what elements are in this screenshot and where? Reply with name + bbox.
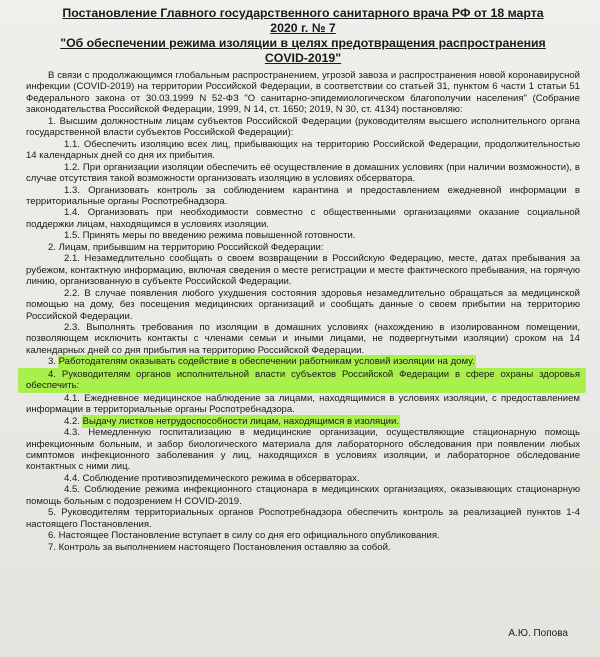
preamble: В связи с продолжающимся глобальным распространением, угрозой завоза и распространения новой коронавирусной инфекции (COVID-2019) на территории Российской Федерации, в соответствии со статьей 31, пунктом 6 части 1 статьи 51 Федерального закона от 30.03.1999 N 52-ФЗ "О санитарно-эпидемиологическом благополучии населения" (Собрание законодательства Российской Федерации, 1999, N 14, ст. 1650; 2019, N 30, ст. 4134) постановляю:	[26, 70, 580, 116]
item-4-5: 4.5. Соблюдение режима инфекционного стационара в медицинских организациях, оказывающих стационарную помощь больным с подозрением Н COVID-2019.	[26, 484, 580, 507]
title-line-1: Постановление Главного государственного санитарного врача РФ от 18 марта	[62, 6, 544, 20]
item-7: 7. Контроль за выполнением настоящего Постановления оставляю за собой.	[48, 541, 391, 553]
item-1-5: 1.5. Принять меры по введению режима повышенной готовности.	[64, 230, 356, 242]
item-1-4: 1.4. Организовать при необходимости совместно с общественными организациями оказание социальной поддержки лицам, находящимся в условиях изоляции.	[26, 207, 580, 230]
item-3-number: 3.	[48, 356, 56, 368]
item-3-highlighted-text: Работодателям оказывать содействие в обеспечении работникам условий изоляции на дому.	[58, 356, 475, 368]
item-4-2	[26, 416, 580, 427]
item-4-4: 4.4. Соблюдение противоэпидемического режима в обсерваторах.	[64, 472, 360, 484]
item-4-3: 4.3. Немедленную госпитализацию в медицинские организации, осуществляющие стационарную помощь инфекционным больным, и забор биологического материала для лабораторного обследования при появлении любых симптомов инфекционного заболевания у лиц, находящихся в условиях изоляции, и лабораторное обследование контактных с ними лиц.	[26, 427, 580, 473]
item-2-1: 2.1. Незамедлительно сообщать о своем возвращении в Российскую Федерацию, месте, датах пребывания за рубежом, контактную информацию, включая сведения о месте регистрации и месте фактического пребывания, на горячую линию, организованную в субъекте Российской Федерации.	[26, 253, 580, 288]
document-title	[26, 6, 580, 66]
item-1-3: 1.3. Организовать контроль за соблюдением карантина и предоставлением ежедневной информации в территориальные органы Роспотребнадзора.	[26, 184, 580, 207]
title-line-2: 2020 г. № 7	[270, 21, 336, 35]
item-6: 6. Настоящее Постановление вступает в силу со дня его официального опубликования.	[48, 530, 440, 542]
item-1: 1. Высшим должностным лицам субъектов Российской Федерации (руководителям высшего исполнительного органа государственной власти субъектов Российской Федерации):	[26, 115, 580, 139]
item-4-2-highlighted-text: Выдачу листков нетрудоспособности лицам, находящимся в изоляции.	[82, 415, 399, 427]
item-2-2: 2.2. В случае появления любого ухудшения состояния здоровья незамедлительно обращаться за медицинской помощью на дому, без посещения медицинских организаций и сообщать данные о своем прибытии на территорию Российской Федерации.	[26, 287, 580, 322]
item-5: 5. Руководителям территориальных органов Роспотребнадзора обеспечить контроль за реализацией пунктов 1-4 настоящего Постановления.	[26, 507, 580, 530]
item-1-2: 1.2. При организации изоляции обеспечить её осуществление в домашних условиях (при наличии возможности), в случае отсутствия такой возможности организовать изоляцию в условиях обсерватора.	[26, 161, 580, 185]
item-3	[26, 356, 580, 367]
signature: А.Ю. Попова	[508, 628, 568, 639]
title-line-3: "Об обеспечении режима изоляции в целях предотвращения распространения	[60, 36, 546, 50]
title-line-4: COVID-2019"	[264, 51, 342, 65]
item-4-1: 4.1. Ежедневное медицинское наблюдение за лицами, находящимися в условиях изоляции, с предоставлением информации в территориальные органы Роспотребнадзора.	[26, 392, 580, 416]
item-4-highlighted: 4. Руководителям органов исполнительной власти субъектов Российской Федерации в сфере охраны здоровья обеспечить:	[18, 368, 586, 393]
document-body	[26, 70, 580, 553]
item-2: 2. Лицам, прибывшим на территорию Российской Федерации:	[48, 241, 324, 253]
item-4-2-number: 4.2.	[64, 415, 80, 427]
item-2-3: 2.3. Выполнять требования по изоляции в домашних условиях (нахождению в изолированном помещении, позволяющем исключить контакты с членами семьи и иными лицами, не подвергнутыми изоляции) сроком на 14 календарных дней со дня прибытия на территорию Российской Федерации.	[26, 321, 580, 356]
item-1-1: 1.1. Обеспечить изоляцию всех лиц, прибывающих на территорию Российской Федерации, продолжительностью 14 календарных дней со дня их прибытия.	[26, 138, 580, 162]
